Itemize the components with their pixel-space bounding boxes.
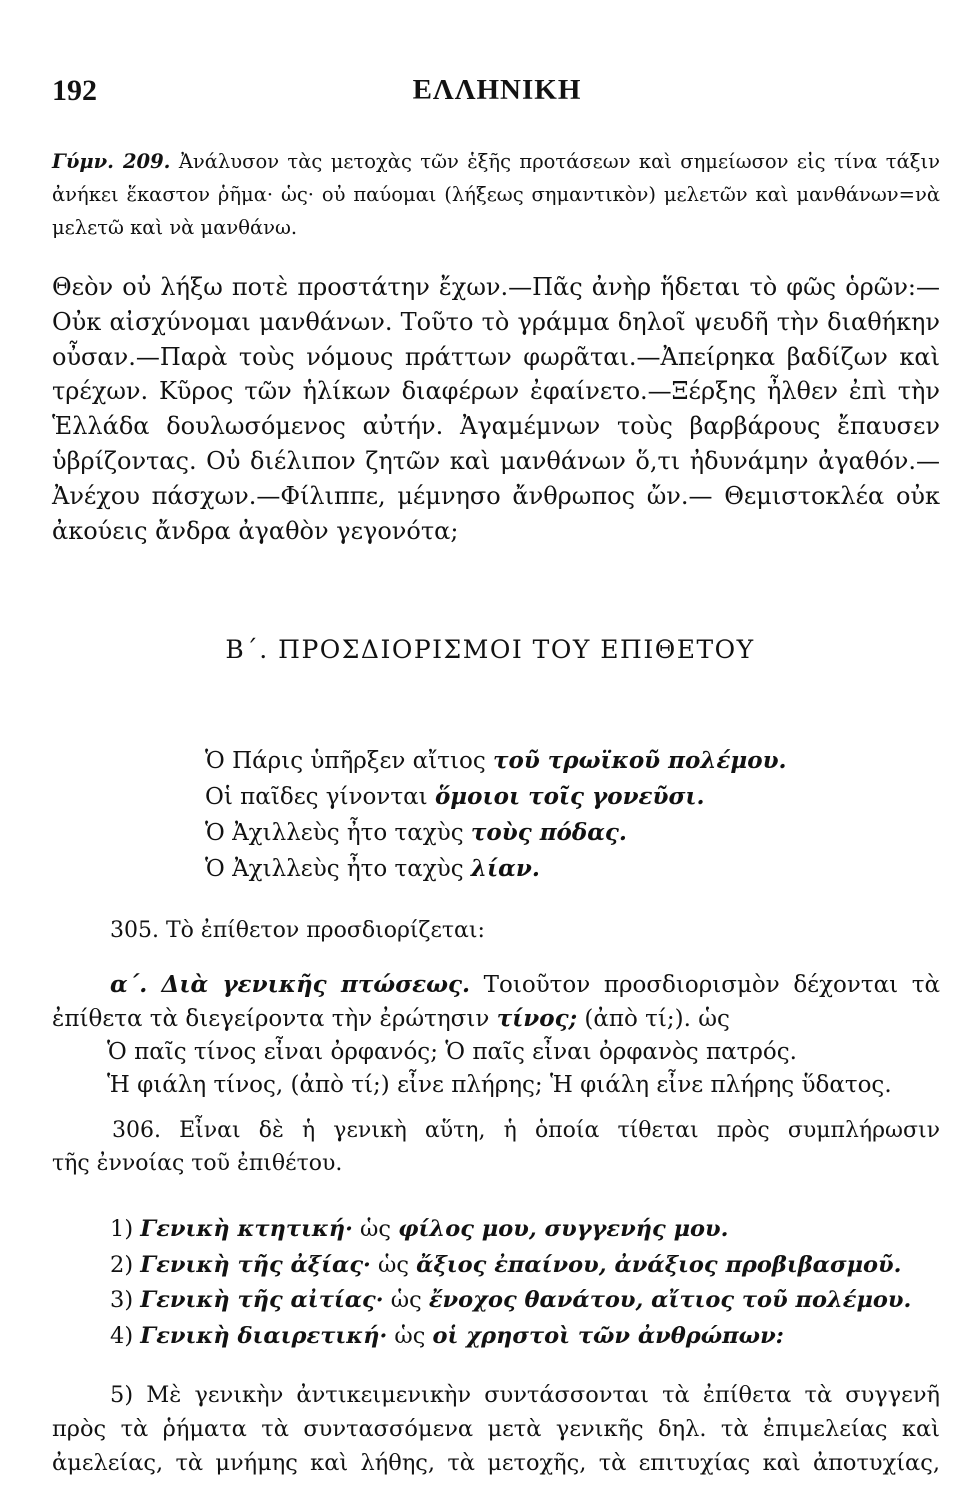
paragraph-a-label: α΄. Διὰ γενικῆς πτώσεως. bbox=[110, 971, 471, 998]
paragraph-a-example: Ἡ φιάλη τίνος, (ἀπὸ τί;) εἶνε πλήρης; Ἡ φιάλη εἶνε πλήρης ὕδατος. bbox=[107, 1072, 892, 1098]
paragraph-5-line: ἀμελείας, τὰ μνήμης καὶ λήθης, τὰ μετοχῆς, τὰ επιτυχίας καὶ ἀποτυχίας, bbox=[52, 1450, 940, 1476]
paragraph-a-example: Ὁ παῖς τίνος εἶναι ὀρφανός; Ὁ παῖς εἶναι ὀρφανὸς πατρός. bbox=[107, 1039, 797, 1065]
paragraph-5-line: πρὸς τὰ ῥήματα τὰ συντασσόμενα μετὰ γενικῆς δηλ. τὰ ἐπιμελείας καὶ bbox=[52, 1416, 940, 1442]
example-line: Ὁ Πάρις ὑπῆρξεν αἴτιος τοῦ τρωϊκοῦ πολέμου. bbox=[205, 747, 787, 774]
paragraph-a bbox=[52, 968, 940, 1102]
case-item: 1) Γενικὴ κτητική· ὡς φίλος μου, συγγενής μου. bbox=[110, 1216, 729, 1242]
running-head: ΕΛΛΗΝΙΚΗ bbox=[412, 74, 582, 106]
genitive-cases-list bbox=[110, 1212, 940, 1354]
example-line: Οἱ παῖδες γίνονται ὅμοιοι τοῖς γονεῦσι. bbox=[205, 783, 705, 810]
exercise-text: Ἀνάλυσον τὰς μετοχὰς τῶν ἑξῆς προτάσεων καὶ σημείωσον εἰς τίνα τάξιν ἀνήκει ἕκαστον ῥῆμα· ὡς· οὐ παύομαι (λήξεως σημαντικὸν) μελετῶν καὶ μανθάνων=νὰ μελετῶ καὶ νὰ μανθάνω. bbox=[52, 150, 940, 239]
example-line: Ὁ Ἀχιλλεὺς ἦτο ταχὺς λίαν. bbox=[205, 855, 540, 882]
paragraph-a-line: ἐπίθετα τὰ διεγείροντα τὴν ἐρώτησιν τίνος; (ἀπὸ τί;). ὡς bbox=[52, 1005, 730, 1032]
exercise-label: Γύμν. 209. bbox=[52, 150, 171, 173]
case-item: 3) Γενικὴ τῆς αἰτίας· ὡς ἔνοχος θανάτου, αἴτιος τοῦ πολέμου. bbox=[110, 1287, 912, 1313]
paragraph-5 bbox=[52, 1378, 940, 1480]
paragraph-306 bbox=[52, 1114, 940, 1180]
paragraph-a-line: α΄. Διὰ γενικῆς πτώσεως. Τοιοῦτον προσδιορισμὸν δέχονται τὰ bbox=[110, 971, 940, 998]
example-line: Ὁ Ἀχιλλεὺς ἦτο ταχὺς τοὺς πόδας. bbox=[205, 819, 627, 846]
paragraph-306-line: τῆς ἐννοίας τοῦ ἐπιθέτου. bbox=[52, 1151, 343, 1176]
case-item: 2) Γενικὴ τῆς ἀξίας· ὡς ἄξιος ἐπαίνου, ἀνάξιος προβιβασμοῦ. bbox=[110, 1251, 902, 1278]
paragraph-305: 305. Τὸ ἐπίθετον προσδιορίζεται: bbox=[110, 918, 485, 943]
page-header bbox=[52, 74, 942, 118]
paragraph-306-line: 306. Εἶναι δὲ ἡ γενικὴ αὕτη, ἡ ὁποία τίθεται πρὸς συμπλήρωσιν bbox=[112, 1118, 940, 1143]
exercise-sentences: Θεὸν οὐ λήξω ποτὲ προστάτην ἔχων.—Πᾶς ἀνὴρ ἥδεται τὸ φῶς ὁρῶν:—Οὐκ αἰσχύνομαι μανθάνων. Τοῦτο τὸ γράμμα δηλοῖ ψευδῆ τὴν διαθήκην οὖσαν.—Παρὰ τοὺς νόμους πράττων φωρᾶται.—Ἀπείρηκα βαδίζων καὶ τρέχων. Κῦρος τῶν ἡλίκων διαφέρων ἐφαίνετο.—Ξέρξης ἦλθεν ἐπὶ τὴν Ἑλλάδα δουλωσόμενος αὐτήν. Ἀγαμέμνων τοὺς βαρβάρους ἔπαυσεν ὑβρίζοντας. Οὐ διέλιπον ζητῶν καὶ μανθάνων ὅ,τι ἠδυνάμην ἀγαθόν.—Ἀνέχου πάσχων.—Φίλιππε, μέμνησο ἄνθρωπος ὤν.— Θεμιστοκλέα οὐκ ἀκούεις ἄνδρα ἀγαθὸν γεγονότα; bbox=[52, 273, 940, 545]
paragraph-5-line: 5) Μὲ γενικὴν ἀντικειμενικὴν συντάσσονται τὰ ἐπίθετα τὰ συγγενῆ bbox=[110, 1382, 940, 1408]
examples-list bbox=[205, 743, 925, 887]
exercise-209 bbox=[52, 145, 940, 244]
page-number: 192 bbox=[52, 74, 97, 107]
section-heading: Β΄. ΠΡΟΣΔΙΟΡΙΣΜΟΙ ΤΟΥ ΕΠΙΘΕΤΟΥ bbox=[225, 635, 755, 664]
case-item: 4) Γενικὴ διαιρετική· ὡς οἱ χρηστοὶ τῶν ἀνθρώπων: bbox=[110, 1322, 784, 1349]
